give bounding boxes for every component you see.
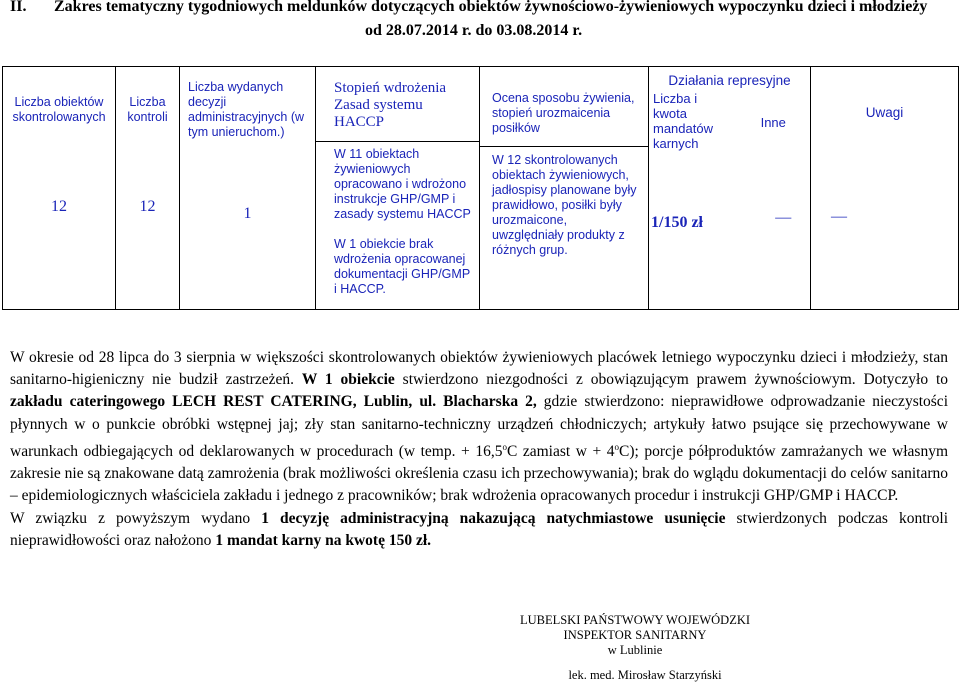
col-objects-header: Liczba obiektów skontrolowanych 12: [3, 67, 116, 310]
fines-header: Liczba i kwota mandatów karnych: [653, 90, 713, 151]
page-title: Zakres tematyczny tygodniowych meldunków dotyczących obiektów żywnościowo-żywieniowych wypoczynku dzieci i młodzieży: [54, 0, 928, 15]
facility-name: zakładu cateringowego LECH REST CATERING, Lublin, ul. Blacharska 2,: [10, 393, 537, 411]
summary-table: [2, 66, 959, 310]
date-range: od 28.07.2014 r. do 03.08.2014 r.: [365, 22, 583, 39]
col-fines: [649, 91, 737, 310]
haccp-header: Stopień wdrożenia Zasad systemu HACCP: [334, 80, 447, 130]
col-other: [737, 91, 811, 310]
haccp-text-2: W 1 obiekcie brak wdrożenia opracowanej dokumentacji GHP/GMP i HACCP.: [334, 237, 470, 296]
decisions-count: 1: [243, 205, 252, 222]
controls-count: 12: [139, 198, 156, 215]
haccp-text-1: W 11 obiektach żywieniowych opracowano i wdrożono instrukcje GHP/GMP i zasady systemu HACCP: [334, 147, 471, 221]
signature-block: [500, 613, 770, 683]
col-remarks: Uwagi —: [811, 67, 959, 310]
col-controls-header: Liczba kontroli 12: [116, 67, 180, 310]
nutrition-header: Ocena sposobu żywienia, stopień urozmaicenia posiłków: [492, 91, 635, 135]
fines-value: 1/150 zł: [651, 213, 703, 231]
signature-line-1: LUBELSKI PAŃSTWOWY WOJEWÓDZKI: [519, 613, 751, 627]
signature-line-2: INSPEKTOR SANITARNY: [563, 628, 707, 642]
one-object-emphasis: W 1 obiekcie: [301, 371, 395, 389]
signature-line-3: w Lublinie: [607, 643, 663, 657]
col-decisions-header: Liczba wydanych decyzji administracyjnych (w tym unieruchom.) 1: [180, 67, 316, 310]
section-number: II.: [10, 0, 27, 15]
nutrition-text: W 12 skontrolowanych obiektach żywieniowych, jadłospisy planowane były prawidłowo, posiłki były urozmaicone, uwzględniały produkty z różnych grup.: [492, 153, 637, 257]
signatory-name: lek. med. Mirosław Starzyński: [568, 668, 722, 682]
repressive-actions-header: Działania represyjne: [649, 67, 811, 91]
col-haccp: [316, 67, 480, 310]
col-nutrition: [480, 67, 649, 310]
remarks-value: —: [831, 208, 847, 225]
other-header: Inne: [760, 114, 786, 130]
other-value: —: [775, 208, 792, 226]
sanctions-paragraph: W związku z powyższym wydano 1 decyzję administracyjną nakazującą natychmiastowe usunięcie stwierdzonych podczas kontroli nieprawidłowości oraz nałożono 1 mandat karny na kwotę 150 zł.: [10, 509, 949, 549]
findings-paragraph: W okresie od 28 lipca do 3 sierpnia w większości skontrolowanych obiektów żywieniowych placówek letniego wypoczynku dzieci i młodzieży, stan sanitarno-higieniczny nie budził zastrzeżeń. W 1 obiekcie stwierdzono niezgodności z obowiązującym prawem żywnościowym. Dotyczyło to zakładu cateringowego LECH REST CATERING, Lublin, ul. Blacharska 2, gdzie stwierdzono: nieprawidłowe odprowadzanie nieczystości płynnych w o punkcie obróbki wstępnej jaj; zły stan sanitarno-techniczny urządzeń chłodniczych; artykuły łatwo psujące się przechowywane w warunkach odbiegających od deklarowanych w procedurach (w temp. + $16,5^oC$ zamiast $w + 4^oC$); porcje półproduktów zamrażanych we własnym zakresie nie są znakowane datą zamrożenia (brak możliwości określenia czasu ich przechowywania); brak do wglądu dokumentacji do celów sanitarno – epidemiologicznych właściciela zakładu i jednego z pracowników; brak wdrożenia opracowanych procedur i instrukcji GHP/GMP i HACCP. W związku z powyższym wydano 1 decyzję administracyjną nakazującą natychmiastowe usunięcie stwierdzonych podczas kontroli nieprawidłowości oraz nałożono 1 mandat karny na kwotę 150 zł.: [10, 347, 948, 552]
objects-count: 12: [51, 198, 67, 215]
